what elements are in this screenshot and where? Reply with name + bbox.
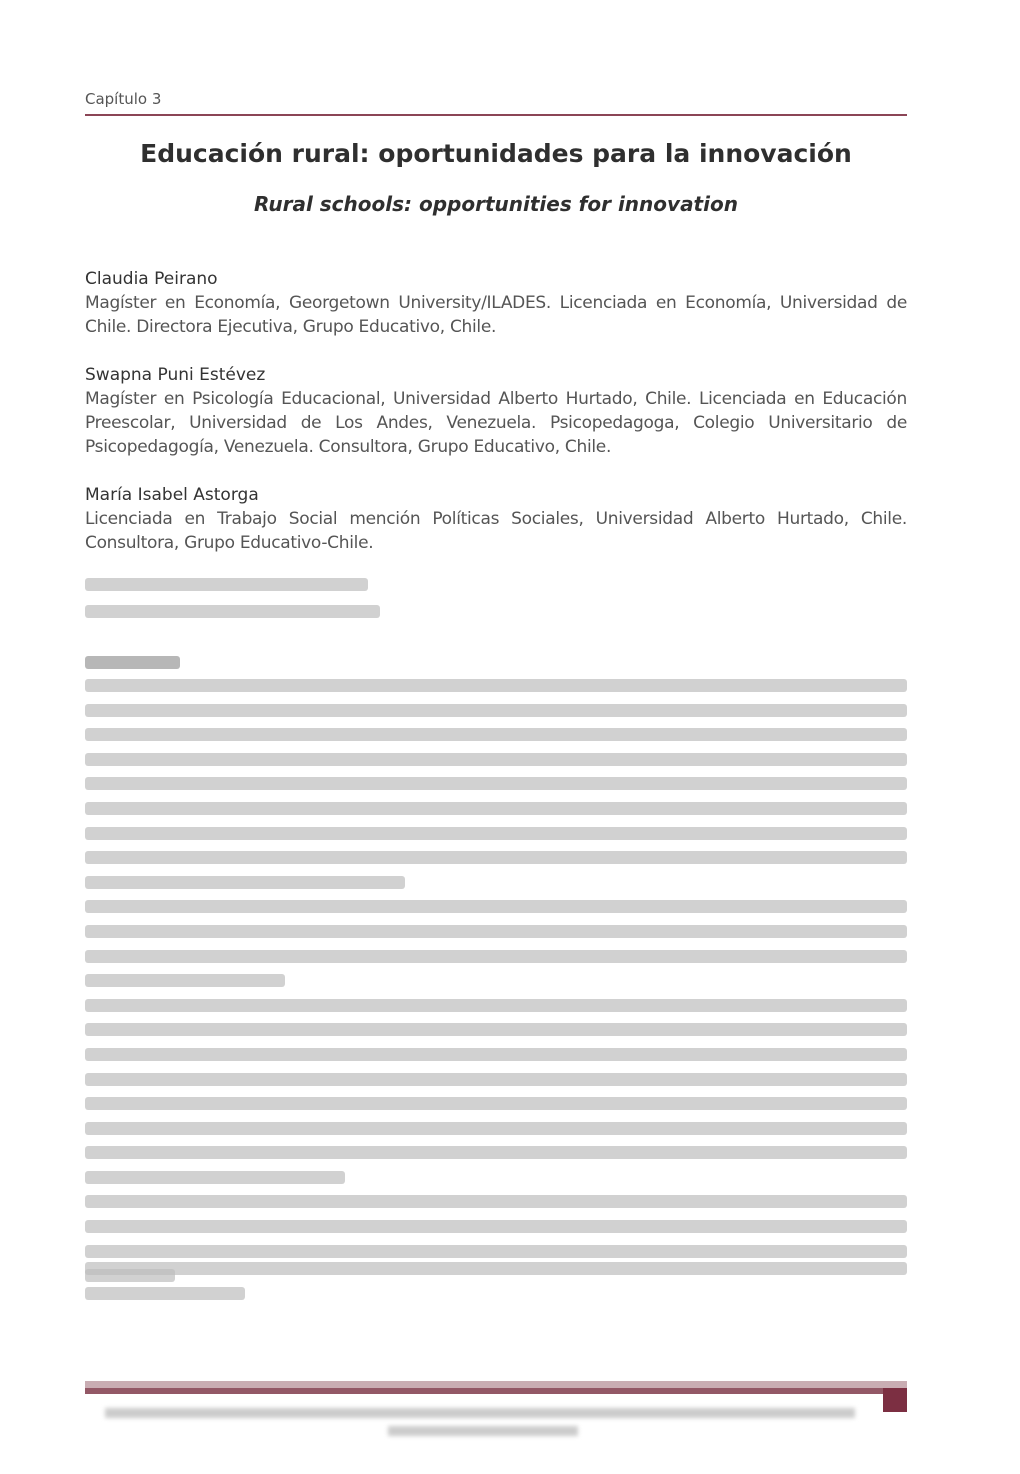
blurred-line: [85, 802, 907, 815]
blurred-footer-line: [388, 1426, 578, 1436]
blurred-line: [85, 679, 907, 692]
header-divider: [85, 114, 907, 116]
blurred-line: [85, 1287, 245, 1300]
blurred-line: [85, 1195, 907, 1208]
blurred-dates: [85, 578, 380, 630]
blurred-line: [85, 1073, 907, 1086]
blurred-line: [85, 1122, 907, 1135]
blurred-line: [85, 728, 907, 741]
page-title: Educación rural: oportunidades para la innovación: [140, 139, 852, 168]
author-entry: [85, 363, 907, 459]
author-affiliation: Magíster en Psicología Educacional, Universidad Alberto Hurtado, Chile. Licenciada en Educación Preescolar, Universidad de Los Andes, Venezuela. Psicopedagoga, Colegio Universitario de Psicopedagogía, Venezuela. Consultora, Grupo Educativo, Chile.: [85, 389, 907, 457]
author-entry: [85, 267, 907, 339]
blurred-line: [85, 1097, 907, 1110]
blurred-line: [85, 974, 285, 987]
author-affiliation: Licenciada en Trabajo Social mención Políticas Sociales, Universidad Alberto Hurtado, Chile. Consultora, Grupo Educativo-Chile.: [85, 509, 907, 553]
footer-rule-dark: [85, 1388, 907, 1394]
blurred-keywords: [85, 1262, 907, 1311]
author-name: María Isabel Astorga: [85, 485, 259, 505]
blurred-heading: [85, 656, 180, 669]
blurred-abstract: [85, 656, 907, 1294]
blurred-line: [85, 1146, 907, 1159]
chapter-label: Capítulo 3: [85, 90, 162, 108]
blurred-line: [85, 1245, 907, 1258]
blurred-line: [85, 704, 907, 717]
blurred-line: [85, 827, 907, 840]
page-number-box: [883, 1388, 907, 1412]
blurred-line: [85, 851, 907, 864]
blurred-line: [85, 1023, 907, 1036]
blurred-line: [85, 1220, 907, 1233]
author-name: Swapna Puni Estévez: [85, 365, 266, 385]
footer-rule-light: [85, 1381, 907, 1388]
blurred-line: [85, 925, 907, 938]
page-subtitle: Rural schools: opportunities for innovation: [254, 192, 738, 216]
blurred-line: [85, 578, 368, 591]
blurred-line: [85, 1171, 345, 1184]
blurred-line: [85, 777, 907, 790]
blurred-line: [85, 1048, 907, 1061]
blurred-line: [85, 900, 907, 913]
blurred-line: [85, 876, 405, 889]
blurred-line: [85, 950, 907, 963]
author-affiliation: Magíster en Economía, Georgetown University/ILADES. Licenciada en Economía, Universidad de Chile. Directora Ejecutiva, Grupo Educativo, Chile.: [85, 293, 907, 337]
author-list: [85, 267, 907, 579]
blurred-line: [85, 753, 907, 766]
blurred-line: [85, 1262, 907, 1275]
author-entry: [85, 483, 907, 555]
author-name: Claudia Peirano: [85, 269, 218, 289]
blurred-line: [85, 605, 380, 618]
blurred-line: [85, 999, 907, 1012]
blurred-footer-line: [105, 1408, 855, 1418]
